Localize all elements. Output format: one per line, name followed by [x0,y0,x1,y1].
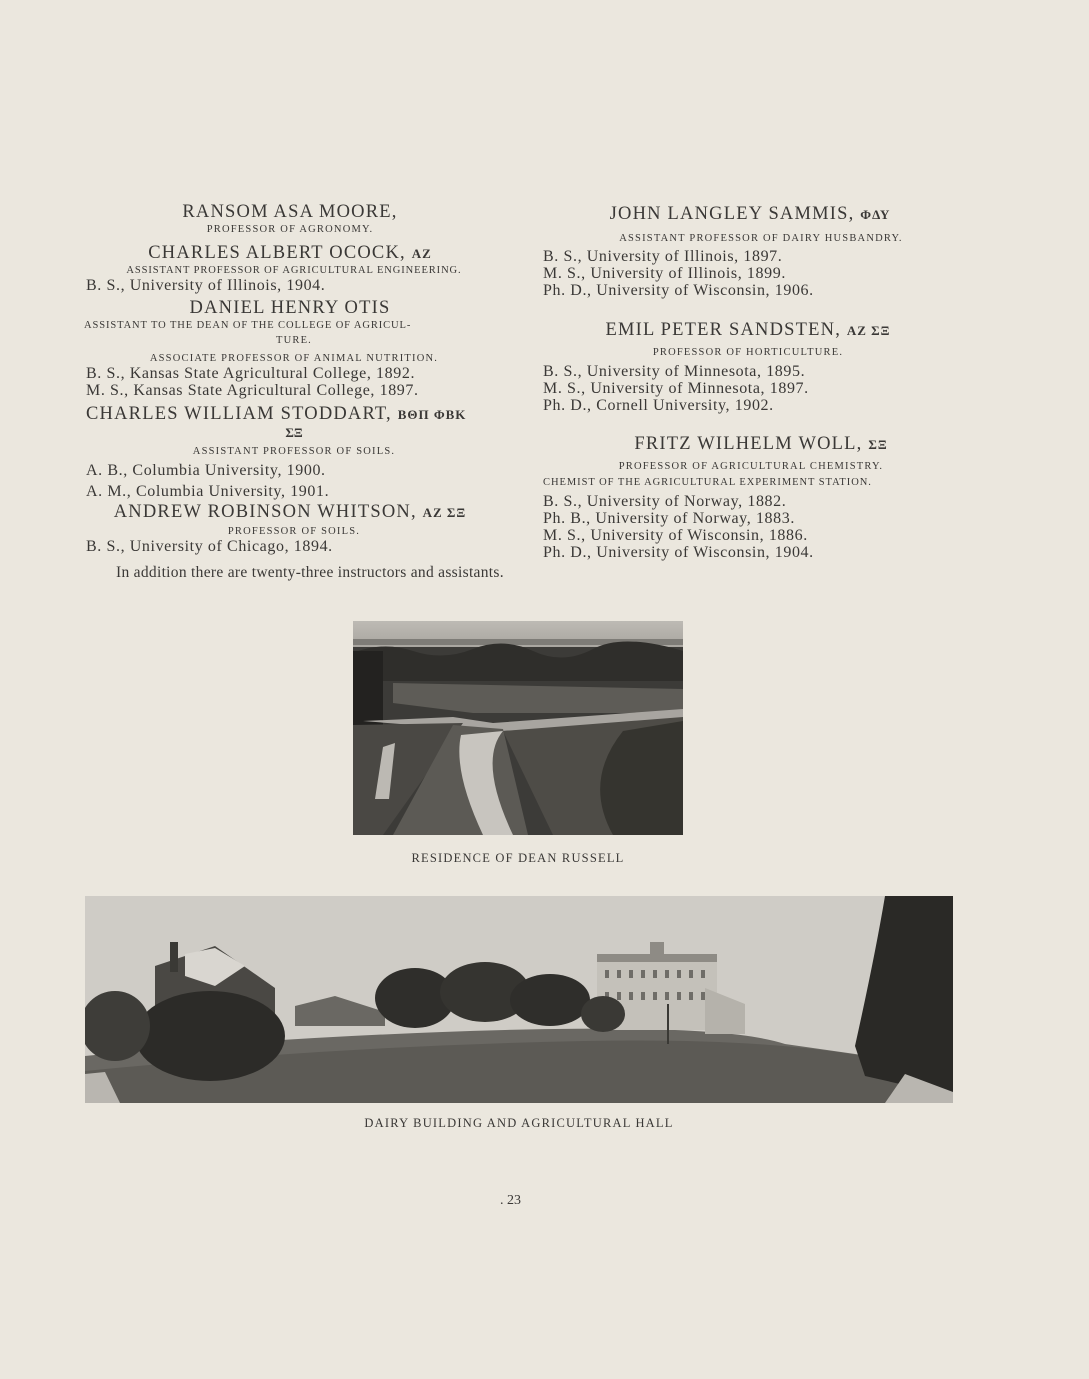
degree-line: Ph. D., Cornell University, 1902. [543,397,774,414]
fraternity-letters: ΑΖ ΣΞ [846,323,891,338]
residence-photo-image [353,621,683,835]
degree-line: B. S., University of Norway, 1882. [543,493,787,510]
dairy-hall-photo [85,896,953,1103]
degree-line: B. S., University of Chicago, 1894. [86,538,333,555]
residence-caption: RESIDENCE OF DEAN RUSSELL [411,851,625,865]
dairy-hall-caption: DAIRY BUILDING AND AGRICULTURAL HALL [364,1116,674,1130]
degree-line: M. S., Kansas State Agricultural College, 1897. [86,382,419,399]
faculty-title: CHEMIST OF THE AGRICULTURAL EXPERIMENT STATION. [543,477,872,488]
degree-line: A. M., Columbia University, 1901. [86,483,330,500]
degree-line: B. S., Kansas State Agricultural College, 1892. [86,365,416,382]
faculty-title: ASSOCIATE PROFESSOR OF ANIMAL NUTRITION. [149,353,439,364]
degree-line: B. S., University of Illinois, 1904. [86,277,326,294]
faculty-title: ASSISTANT PROFESSOR OF DAIRY HUSBANDRY. [619,233,903,244]
faculty-name: FRITZ WILHELM WOLL, ΣΞ [634,434,888,454]
degree-line: M. S., University of Illinois, 1899. [543,265,786,282]
fraternity-letters: ΣΞ [285,425,303,440]
faculty-name: DANIEL HENRY OTIS [189,298,391,318]
faculty-title: ASSISTANT PROFESSOR OF SOILS. [192,446,396,457]
fraternity-letters: ΦΔΥ [860,207,891,222]
faculty-title: PROFESSOR OF HORTICULTURE. [652,347,844,358]
fraternity-letters: ΣΞ [868,437,888,452]
degree-line: M. S., University of Wisconsin, 1886. [543,527,808,544]
faculty-title: ASSISTANT TO THE DEAN OF THE COLLEGE OF AGRICUL- [84,320,412,331]
faculty-title-cont: TURE. [275,335,313,346]
residence-photo [353,621,683,835]
left-column [84,202,504,555]
page-number: . 23 [500,1193,521,1208]
degree-line: B. S., University of Minnesota, 1895. [543,363,806,380]
degree-line: B. S., University of Illinois, 1897. [543,248,783,265]
dairy-hall-photo-image [85,896,953,1103]
faculty-title: PROFESSOR OF SOILS. [227,526,361,537]
degree-line: A. B., Columbia University, 1900. [86,462,326,479]
fraternity-letters: ΑΖ ΣΞ [422,505,467,520]
addition-note: In addition there are twenty-three instructors and assistants. [116,564,504,581]
fraternity-letters: ΒΘΠ ΦΒΚ [397,407,467,422]
faculty-name: CHARLES WILLIAM STODDART, ΒΘΠ ΦΒΚ [86,404,467,424]
faculty-name: ANDREW ROBINSON WHITSON, ΑΖ ΣΞ [113,502,467,522]
degree-line: Ph. B., University of Norway, 1883. [543,510,795,527]
right-column [543,204,963,561]
degree-line: M. S., University of Minnesota, 1897. [543,380,809,397]
faculty-title: PROFESSOR OF AGRONOMY. [206,224,374,235]
fraternity-letters: ΑΖ [411,246,432,261]
degree-line: Ph. D., University of Wisconsin, 1906. [543,282,814,299]
faculty-title: ASSISTANT PROFESSOR OF AGRICULTURAL ENGINEERING. [126,265,462,276]
faculty-name: EMIL PETER SANDSTEN, ΑΖ ΣΞ [605,320,891,340]
faculty-name: JOHN LANGLEY SAMMIS, ΦΔΥ [609,204,891,224]
faculty-name: RANSOM ASA MOORE, [182,202,398,222]
degree-line: Ph. D., University of Wisconsin, 1904. [543,544,814,561]
faculty-name: CHARLES ALBERT OCOCK, ΑΖ [148,243,432,263]
faculty-title: PROFESSOR OF AGRICULTURAL CHEMISTRY. [618,461,884,472]
